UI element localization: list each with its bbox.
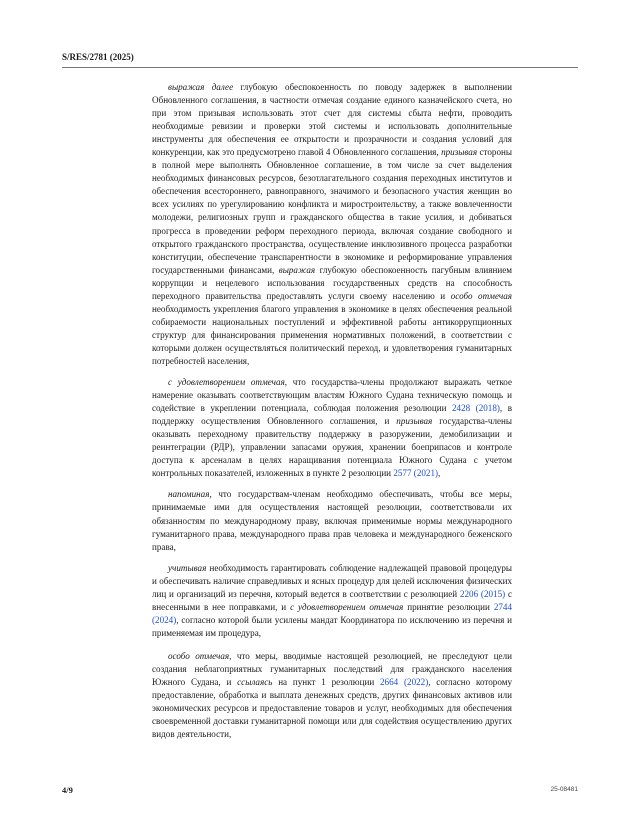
text-run: на пункт 1 резолюции xyxy=(272,677,380,688)
text-run: с внесенными в нее поправками, и xyxy=(152,588,512,612)
paragraph xyxy=(152,650,512,741)
italic-phrase: выражая далее xyxy=(168,82,234,92)
text-run: необходимость гарантировать соблюдение надлежащей правовой процедуры и обеспечивать наличие справедливых и ясных процедур для целей исключения физических лиц и организаций из перечня, который ведется в соответствии с резолюцией xyxy=(152,562,512,599)
text-run: , в поддержку осуществления Обновленного соглашения, и xyxy=(152,403,513,427)
resolution-link[interactable]: 2664 (2022) xyxy=(380,677,429,688)
paragraph xyxy=(152,488,512,553)
resolution-link[interactable]: 2206 (2015) xyxy=(459,588,506,599)
italic-phrase: с удовлетворением отмечая xyxy=(168,377,285,388)
document-symbol: S/RES/2781 (2025) xyxy=(62,52,134,62)
text-run: , что меры, вводимые настоящей резолюцией, не преследуют цели создания неблагоприятных гуманитарных последствий для гражданского населения Южного Судана, и xyxy=(152,650,512,688)
text-run: , что государства-члены продолжают выражать четкое намерение оказывать соответствующим властям Южного Судана техническую помощь и содействие в укреплении потенциала, соблюдая положения резолюции xyxy=(152,377,512,414)
paragraph xyxy=(152,376,512,480)
page-number: 4/9 xyxy=(62,785,73,795)
document-code: 25-08481 xyxy=(550,786,578,793)
resolution-link[interactable]: 2428 (2018) xyxy=(451,403,500,414)
document-body xyxy=(152,81,512,751)
italic-phrase: напоминая xyxy=(168,489,210,500)
header-rule xyxy=(62,67,578,68)
paragraph xyxy=(152,81,512,368)
italic-phrase: особо отмечая xyxy=(450,290,512,301)
resolution-link[interactable]: 2577 (2021) xyxy=(393,468,439,479)
text-run: , что государствам-членам необходимо обеспечивать, чтобы все меры, принимаемые ими для осуществления настоящей резолюции, соответствовали их обязанностям по международному праву, включая применимые нормы международного гуманитарного права, международного права прав человека и международного беженского права, xyxy=(152,489,512,552)
italic-phrase: выражая xyxy=(278,264,316,275)
text-run: , согласно которому предоставление, обработка и выплата денежных средств, других финансовых активов или экономических ресурсов и предоставление товаров и услуг, необходимых для обеспечения своевременной доставки гуманитарной помощи или для содействия осуществлению других видов деятельности, xyxy=(152,677,512,740)
text-run: , согласно которой были усилены мандат Координатора по исключению из перечня и применяемая им процедура, xyxy=(152,614,512,638)
italic-phrase: с удовлетворением отмечая xyxy=(290,601,404,612)
italic-phrase: ссылаясь xyxy=(237,677,273,688)
italic-phrase: призывая xyxy=(396,416,433,427)
text-run: , xyxy=(438,468,441,479)
text-run: принятие резолюции xyxy=(403,601,494,612)
text-run: государства-члены оказывать переходному правительству поддержку в разоружении, демобилизации и реинтеграции (РДР), управлении запасами оружия, хранении боеприпасов и контроле доступа к арсеналам в целях наращивания потенциала Южного Судана с учетом контрольных показателей, изложенных в пункте 2 резолюции xyxy=(152,416,513,479)
text-run: глубокую обеспокоенность по поводу задержек в выполнении Обновленного соглашения, в частности отмечая создание единого казначейского счета, но при этом призывая использовать этот счет для системы сбыта нефти, проводить необходимые ревизии и проверки этой системы и использовать дополнительные инструменты для обеспечения ее открытости и прозрачности и создания условий для конкуренции, как это предусмотрено главой 4 Обновленного соглашения, xyxy=(152,82,512,158)
paragraph xyxy=(152,562,512,640)
resolution-link[interactable]: 2744 (2024) xyxy=(152,601,513,625)
text-run: стороны в полной мере выполнять Обновленное соглашение, в том числе за счет выделения необходимых финансовых ресурсов, безотлагательного создания переходных институтов и обеспечения всестороннего, равноправного, значимого и безопасного участия женщин во всех усилиях по урегулированию конфликта и миростроительству, а также вовлеченности молодежи, религиозных групп и гражданского общества в такие усилия, и добиваться прогресса в проведении реформ переходного периода, включая создание свободного и открытого гражданского пространства, осуществление инклюзивного процесса разработки конституции, обеспечение транспарентности в экономике и реформирование управления государственными финансами, xyxy=(152,147,512,275)
italic-phrase: призывая xyxy=(441,147,478,158)
italic-phrase: особо отмечая xyxy=(168,650,230,661)
italic-phrase: учитывая xyxy=(168,562,207,573)
text-run: глубокую обеспокоенность пагубным влиянием коррупции и нецелевого использования государственных средств на способность переходного правительства предоставлять услуги своему населению и xyxy=(152,264,513,301)
text-run: необходимость укрепления благого управления в экономике в целях обеспечения реальной собираемости национальных поступлений и эффективной работы антикоррупционных структур для финансирования применения нормативных положений, в соответствии с которыми должен осуществляться политический переход, и удовлетворения гуманитарных потребностей населения, xyxy=(152,303,512,366)
